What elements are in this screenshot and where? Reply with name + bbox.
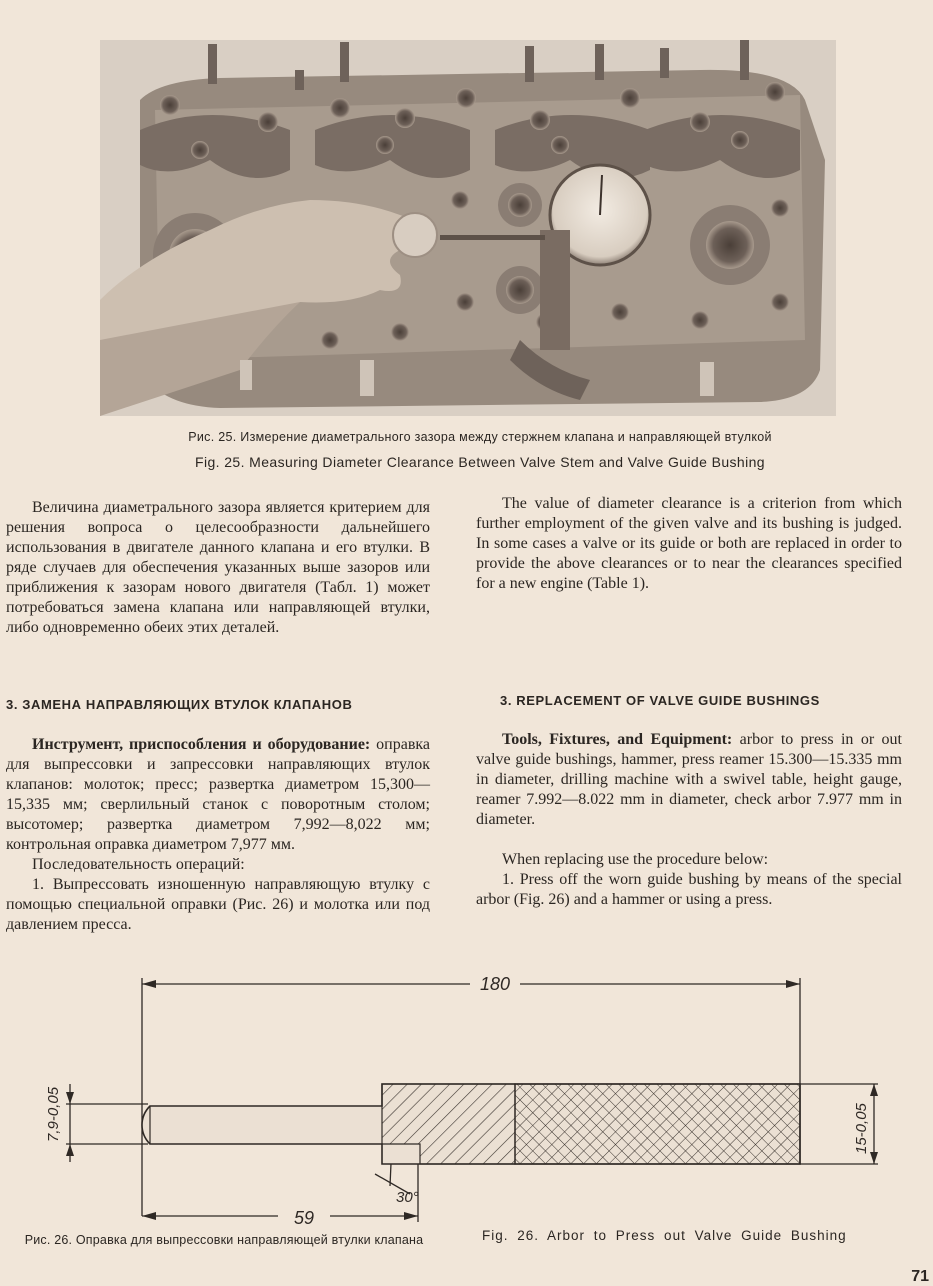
- ru-paragraph-1: [6, 498, 430, 638]
- ru-tools-label: Инструмент, приспособления и оборудование:: [32, 736, 371, 753]
- en-step-1: 1. Press off the worn guide bushing by means of the special arbor (Fig. 26) and a hammer or using a press.: [476, 871, 902, 908]
- ru-tools-block: [6, 735, 430, 935]
- dim-stem-label: 7,9-0,05: [45, 1086, 62, 1142]
- figure-25-caption-en: Fig. 25. Measuring Diameter Clearance Between Valve Stem and Valve Guide Bushing: [195, 454, 765, 470]
- ru-tools-paragraph: [6, 735, 430, 855]
- figure-26-drawing: [30, 966, 920, 1236]
- figure-25-caption-ru: Рис. 25. Измерение диаметрального зазора между стержнем клапана и направляющей втулкой: [188, 430, 772, 444]
- ru-step-1: 1. Выпрессовать изношенную направляющую втулку с помощью специальной оправки (Рис. 26) и молотка или под давлением пресса.: [6, 876, 430, 933]
- ru-para1-text: Величина диаметрального зазора является критерием для решения вопроса о целесообразности дальнейшего использования в двигателе данного клапана и его втулки. В ряде случаев для обеспечения указанных выше зазоров или приближения к зазорам нового двигателя (Табл. 1) может потребоваться замена клапана или направляющей втулки, либо одновременно обеих этих деталей.: [6, 499, 430, 636]
- en-tools-block: [476, 730, 902, 910]
- ru-section-heading: 3. ЗАМЕНА НАПРАВЛЯЮЩИХ ВТУЛОК КЛАПАНОВ: [6, 697, 353, 712]
- en-paragraph-1: [476, 494, 902, 594]
- dim-head-label: 15-0,05: [853, 1103, 870, 1154]
- ru-sequence: Последовательность операций:: [32, 856, 245, 873]
- figure-26-caption-en: Fig. 26. Arbor to Press out Valve Guide Bushing: [482, 1228, 847, 1243]
- dim-angle-label: 30°: [396, 1189, 419, 1206]
- dim-short-label: 59: [293, 1208, 315, 1228]
- en-section-heading: 3. REPLACEMENT OF VALVE GUIDE BUSHINGS: [500, 693, 820, 708]
- dim-overall-label: 180: [479, 974, 511, 994]
- en-tools-paragraph: [476, 730, 902, 830]
- figure-26-caption-ru: Рис. 26. Оправка для выпрессовки направляющей втулки клапана: [24, 1233, 424, 1247]
- page-number: 71: [911, 1268, 929, 1285]
- en-procedure: When replacing use the procedure below:: [502, 851, 769, 868]
- ru-tools-text: оправка для выпрессовки и запрессовки направляющих втулок клапанов: молоток; пресс; развертка диаметром 15,300—15,335 мм; сверлильный станок с поворотным столом; высотомер; развертка диаметром 7,992—8,022 мм; контрольная оправка диаметром 7,977 мм.: [6, 736, 431, 853]
- figure-25-photo: [100, 40, 836, 416]
- en-tools-text: arbor to press in or out valve guide bushings, hammer, press reamer 15.300—15.335 mm in diameter, drilling machine with a swivel table, height gauge, reamer 7.992—8.022 mm in diameter, check arbor 7.977 mm in diameter.: [476, 731, 902, 828]
- en-para1-text: The value of diameter clearance is a criterion from which further employment of the given valve and its bushing is judged. In some cases a valve or its guide or both are replaced in order to provide the above clearances or to near the clearances specified for a new engine (Table 1).: [476, 495, 902, 592]
- en-tools-label: Tools, Fixtures, and Equipment:: [502, 731, 733, 748]
